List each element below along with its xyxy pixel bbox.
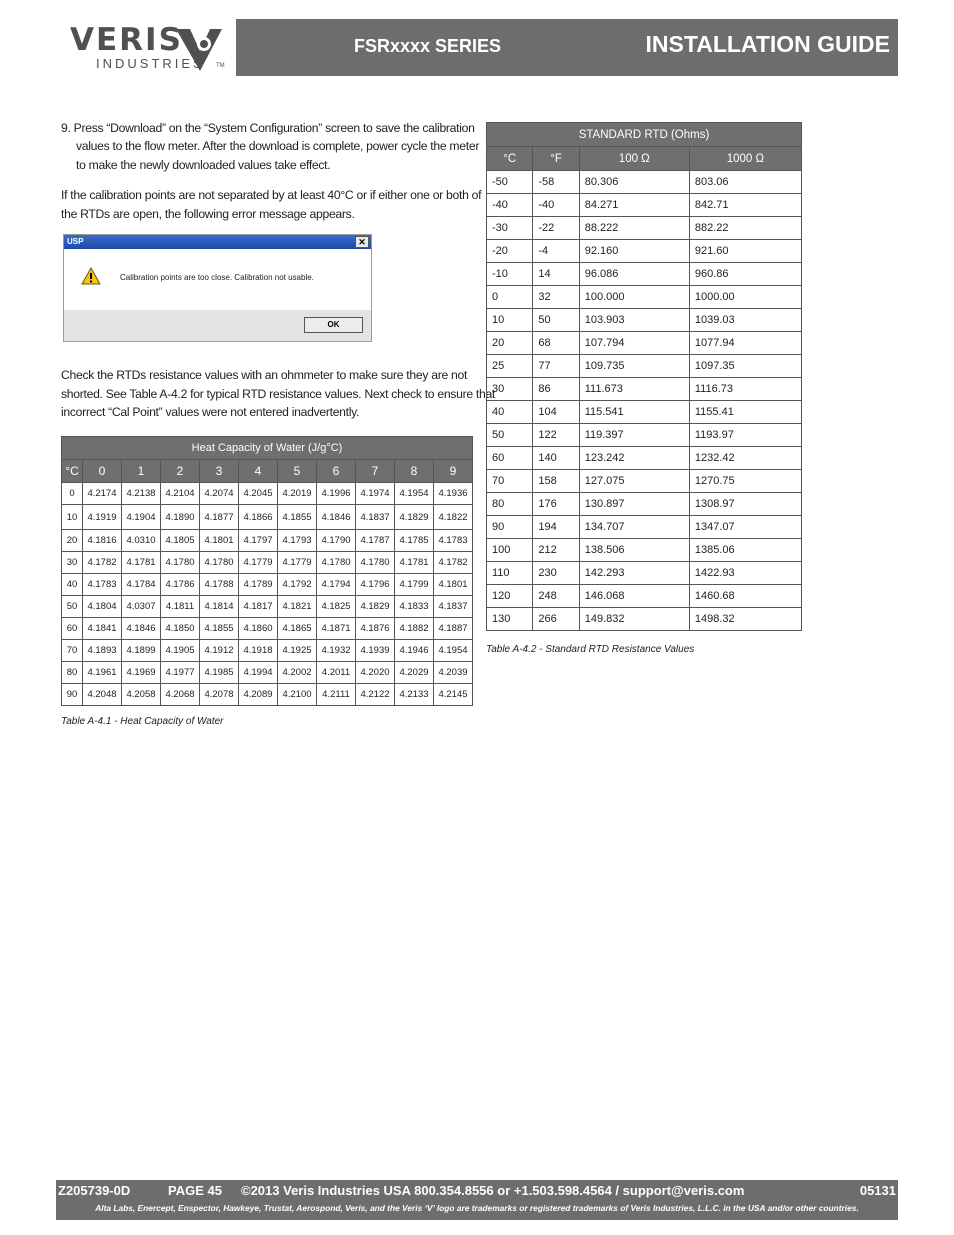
page-footer [56,1180,898,1220]
table-row [487,355,802,378]
table-cell: 4.1890 [161,505,200,530]
table-cell: 4.2104 [161,483,200,505]
table-cell: 4.1969 [122,662,161,684]
table-cell: 4.1893 [83,640,122,662]
heat-table-body [62,483,473,706]
table-cell: 230 [533,562,579,585]
table-cell: 86 [533,378,579,401]
table-cell: 109.735 [579,355,689,378]
date-code: 05131 [859,1183,896,1198]
table-cell: 4.1954 [395,483,434,505]
table-cell: 4.1946 [395,640,434,662]
table-cell: 4.1792 [278,574,317,596]
table-cell: 4.1782 [83,552,122,574]
table-cell: 4.1794 [317,574,356,596]
table-cell: 130 [487,608,533,631]
heat-table-column-header: 2 [161,460,200,483]
rtd-table-column-header: °C [487,147,533,171]
table-cell: 212 [533,539,579,562]
table-cell: 4.1783 [83,574,122,596]
table-cell: 90 [62,684,83,706]
table-cell: 100 [487,539,533,562]
table-cell: 4.1918 [239,640,278,662]
table-cell: 1498.32 [689,608,801,631]
table-cell: 4.2138 [122,483,161,505]
table-row [487,332,802,355]
logo-subtitle: INDUSTRIES [96,56,205,71]
table-cell: 248 [533,585,579,608]
table-cell: 4.1846 [122,618,161,640]
heat-table-column-header: 3 [200,460,239,483]
table-cell: 921.60 [689,240,801,263]
logo-trademark: TM [216,63,225,69]
table-cell: 4.1822 [434,505,473,530]
table-cell: 4.1871 [317,618,356,640]
table-row [62,574,473,596]
table-row [487,263,802,286]
table-cell: 0 [62,483,83,505]
table-cell: 60 [487,447,533,470]
table-cell: 90 [487,516,533,539]
table-cell: 104 [533,401,579,424]
heat-capacity-table [61,436,473,706]
veris-logo [56,19,236,76]
table-cell: 4.2048 [83,684,122,706]
table-cell: 127.075 [579,470,689,493]
table-row [62,640,473,662]
table-row [487,424,802,447]
rtd-table-column-header: °F [533,147,579,171]
table-cell: 4.1787 [356,530,395,552]
table-cell: 100.000 [579,286,689,309]
table-cell: 4.1780 [317,552,356,574]
table-row [487,585,802,608]
table-cell: 4.1780 [200,552,239,574]
table-cell: 4.1817 [239,596,278,618]
table-cell: 4.1996 [317,483,356,505]
table-cell: 4.1779 [278,552,317,574]
table-cell: 4.1936 [434,483,473,505]
table-cell: 20 [62,530,83,552]
table-cell: 119.397 [579,424,689,447]
contact-info: ©2013 Veris Industries USA 800.354.8556 or +1.503.598.4564 / support@veris.com [241,1183,745,1198]
paragraph-2-line-2: shorted. See Table A-4.2 for typical RTD resistance values. Next check to ensure that [61,387,496,401]
ok-button[interactable]: OK [304,317,363,333]
table-cell: 4.1939 [356,640,395,662]
table-cell: 120 [487,585,533,608]
rtd-table-title: STANDARD RTD (Ohms) [487,123,802,147]
table-cell: 50 [487,424,533,447]
table-row [487,539,802,562]
table-cell: 14 [533,263,579,286]
table-cell: 4.1796 [356,574,395,596]
table-cell: 1385.06 [689,539,801,562]
table-cell: 4.1781 [395,552,434,574]
table-cell: 4.2058 [122,684,161,706]
table-cell: 4.1904 [122,505,161,530]
table-cell: 4.2002 [278,662,317,684]
table-row [487,562,802,585]
rtd-resistance-table [486,122,802,631]
table-cell: 4.1837 [356,505,395,530]
table-cell: 4.2019 [278,483,317,505]
table-cell: 4.2174 [83,483,122,505]
table-cell: 32 [533,286,579,309]
step-9-line-2: values to the flow meter. After the download is complete, power cycle the meter [76,139,480,153]
table-cell: 4.1801 [434,574,473,596]
table-cell: 266 [533,608,579,631]
table-cell: 4.1821 [278,596,317,618]
heat-table-column-header: 0 [83,460,122,483]
heat-table-column-header: 5 [278,460,317,483]
table-cell: 4.1789 [239,574,278,596]
rtd-table-header-row [487,147,802,171]
dialog-message: Calibration points are too close. Calibration not usable. [120,273,314,282]
table-cell: 92.160 [579,240,689,263]
table-cell: 4.1961 [83,662,122,684]
table-cell: 4.1919 [83,505,122,530]
table-cell: 4.1804 [83,596,122,618]
table-cell: 882.22 [689,217,801,240]
table-cell: 194 [533,516,579,539]
table-cell: 4.1865 [278,618,317,640]
table-cell: 40 [487,401,533,424]
table-cell: 4.2111 [317,684,356,706]
table-row [487,309,802,332]
table-cell: 122 [533,424,579,447]
table-row [487,286,802,309]
table-row [62,662,473,684]
table-cell: 4.2122 [356,684,395,706]
warning-icon [81,267,101,285]
table-cell: 4.1912 [200,640,239,662]
table-row [62,505,473,530]
table-cell: 176 [533,493,579,516]
table-cell: 80 [487,493,533,516]
table-cell: 4.1925 [278,640,317,662]
table-cell: 1347.07 [689,516,801,539]
heat-table-title: Heat Capacity of Water (J/g°C) [62,437,473,460]
table-cell: 960.86 [689,263,801,286]
table-cell: 4.1985 [200,662,239,684]
table-cell: 4.1877 [200,505,239,530]
table-cell: -50 [487,171,533,194]
table-cell: 1039.03 [689,309,801,332]
dialog-title-bar [64,235,371,249]
table-cell: 50 [62,596,83,618]
table-cell: 4.1816 [83,530,122,552]
table-cell: 10 [62,505,83,530]
table-cell: 30 [487,378,533,401]
table-cell: 1422.93 [689,562,801,585]
table-cell: 1232.42 [689,447,801,470]
table-cell: 130.897 [579,493,689,516]
table-cell: 1193.97 [689,424,801,447]
table-row [487,470,802,493]
table-cell: 4.1841 [83,618,122,640]
table-cell: 4.2045 [239,483,278,505]
table-cell: 4.1833 [395,596,434,618]
table-cell: 40 [62,574,83,596]
table-cell: 4.1905 [161,640,200,662]
step-9-line-1: 9. Press “Download” on the “System Configuration” screen to save the calibration [61,121,475,135]
table-row [487,217,802,240]
table-cell: 4.1797 [239,530,278,552]
table-cell: 4.0307 [122,596,161,618]
table-cell: 4.1860 [239,618,278,640]
table-cell: 96.086 [579,263,689,286]
table-cell: 140 [533,447,579,470]
table-row [487,171,802,194]
table-cell: 4.2089 [239,684,278,706]
heat-table-column-header: 1 [122,460,161,483]
table-cell: 0 [487,286,533,309]
table-cell: 4.2074 [200,483,239,505]
table-cell: 4.1846 [317,505,356,530]
table-cell: 4.1786 [161,574,200,596]
table-cell: 4.2078 [200,684,239,706]
rtd-table-body [487,171,802,631]
rtd-table-column-header: 1000 Ω [689,147,801,171]
table-row [62,618,473,640]
table-cell: 1097.35 [689,355,801,378]
table-cell: 4.2068 [161,684,200,706]
dialog-content [64,249,371,310]
rtd-table-caption: Table A-4.2 - Standard RTD Resistance Values [486,644,695,655]
heat-table-column-header: °C [62,460,83,483]
table-cell: 80 [62,662,83,684]
table-cell: 10 [487,309,533,332]
table-cell: 4.1850 [161,618,200,640]
table-cell: 4.1782 [434,552,473,574]
table-cell: 4.1814 [200,596,239,618]
table-cell: 123.242 [579,447,689,470]
table-cell: 4.1788 [200,574,239,596]
paragraph-1-line-2: the RTDs are open, the following error message appears. [61,207,355,221]
table-cell: 80.306 [579,171,689,194]
table-cell: 4.2145 [434,684,473,706]
table-row [487,378,802,401]
table-cell: 4.1829 [356,596,395,618]
table-cell: 4.1829 [395,505,434,530]
heat-table-column-header: 7 [356,460,395,483]
table-cell: 84.271 [579,194,689,217]
table-cell: 4.2029 [395,662,434,684]
table-cell: 20 [487,332,533,355]
error-dialog [63,234,372,342]
table-row [62,552,473,574]
table-cell: -58 [533,171,579,194]
table-cell: 4.1793 [278,530,317,552]
table-cell: 1270.75 [689,470,801,493]
table-cell: 4.2133 [395,684,434,706]
table-cell: 4.1866 [239,505,278,530]
guide-title: INSTALLATION GUIDE [645,31,890,57]
table-cell: 4.1974 [356,483,395,505]
table-row [487,608,802,631]
heat-table-header-row [62,460,473,483]
table-cell: 4.2011 [317,662,356,684]
table-cell: 4.1783 [434,530,473,552]
table-cell: 1460.68 [689,585,801,608]
table-cell: 88.222 [579,217,689,240]
table-cell: 111.673 [579,378,689,401]
table-cell: 4.1780 [356,552,395,574]
table-cell: 4.1837 [434,596,473,618]
table-cell: 25 [487,355,533,378]
table-cell: 103.903 [579,309,689,332]
table-cell: 4.1977 [161,662,200,684]
table-cell: 4.2039 [434,662,473,684]
table-cell: 146.068 [579,585,689,608]
table-cell: 1000.00 [689,286,801,309]
table-cell: 842.71 [689,194,801,217]
document-number: Z205739-0D [58,1183,131,1198]
table-cell: 4.1932 [317,640,356,662]
table-cell: 77 [533,355,579,378]
table-cell: 50 [533,309,579,332]
rtd-table-column-header: 100 Ω [579,147,689,171]
table-cell: 4.1784 [122,574,161,596]
table-cell: 4.1876 [356,618,395,640]
table-cell: 1077.94 [689,332,801,355]
table-cell: 110 [487,562,533,585]
table-cell: 803.06 [689,171,801,194]
table-cell: 4.1805 [161,530,200,552]
table-cell: 4.1887 [434,618,473,640]
table-cell: 4.1899 [122,640,161,662]
table-cell: 158 [533,470,579,493]
table-cell: 4.1779 [239,552,278,574]
table-cell: -4 [533,240,579,263]
table-cell: -40 [487,194,533,217]
paragraph-2-line-3: incorrect “Cal Point” values were not entered inadvertently. [61,405,360,419]
table-cell: 4.1801 [200,530,239,552]
table-row [62,530,473,552]
table-row [62,483,473,505]
page-number: PAGE 45 [168,1183,222,1198]
table-cell: 4.1811 [161,596,200,618]
table-cell: -30 [487,217,533,240]
table-cell: 4.0310 [122,530,161,552]
table-cell: 142.293 [579,562,689,585]
table-row [487,401,802,424]
table-cell: 1308.97 [689,493,801,516]
table-cell: 4.1855 [278,505,317,530]
table-cell: 4.1825 [317,596,356,618]
heat-table-column-header: 9 [434,460,473,483]
table-row [62,596,473,618]
table-cell: 107.794 [579,332,689,355]
table-cell: 149.832 [579,608,689,631]
table-row [62,684,473,706]
table-cell: 70 [62,640,83,662]
heat-table-column-header: 4 [239,460,278,483]
table-cell: 70 [487,470,533,493]
table-cell: 4.2100 [278,684,317,706]
table-cell: 4.1855 [200,618,239,640]
table-row [487,447,802,470]
table-cell: 68 [533,332,579,355]
table-cell: 60 [62,618,83,640]
table-row [487,516,802,539]
close-icon[interactable]: ✕ [355,236,369,248]
table-cell: 4.2020 [356,662,395,684]
table-cell: 4.1790 [317,530,356,552]
table-row [487,240,802,263]
table-cell: 4.1799 [395,574,434,596]
table-cell: 4.1781 [122,552,161,574]
table-cell: 134.707 [579,516,689,539]
table-cell: 30 [62,552,83,574]
table-cell: 4.1882 [395,618,434,640]
table-cell: -40 [533,194,579,217]
table-cell: 4.1785 [395,530,434,552]
logo-wordmark: VERIS [70,22,183,58]
table-row [487,194,802,217]
heat-table-column-header: 8 [395,460,434,483]
heat-table-column-header: 6 [317,460,356,483]
table-cell: 4.1954 [434,640,473,662]
table-cell: 115.541 [579,401,689,424]
table-cell: 138.506 [579,539,689,562]
table-cell: 1155.41 [689,401,801,424]
table-cell: 4.1994 [239,662,278,684]
series-title: FSRxxxx SERIES [354,36,502,56]
paragraph-2-line-1: Check the RTDs resistance values with an ohmmeter to make sure they are not [61,368,468,382]
table-cell: -22 [533,217,579,240]
paragraph-1-line-1: If the calibration points are not separated by at least 40°C or if either one or both of [61,188,482,202]
table-cell: 4.1780 [161,552,200,574]
page-header [56,19,898,76]
dialog-title: USP [67,237,84,246]
trademark-notice: Alta Labs, Enercept, Enspector, Hawkeye, Trustat, Aerospond, Veris, and the Veris ‘V’ logo are trademarks or registered trademarks of Veris Industries, L.L.C. in the USA and/or other countries. [95,1203,859,1213]
table-cell: 1116.73 [689,378,801,401]
heat-table-caption: Table A-4.1 - Heat Capacity of Water [61,716,224,727]
step-9-line-3: to make the newly downloaded values take effect. [76,158,331,172]
table-cell: -20 [487,240,533,263]
table-row [487,493,802,516]
table-cell: -10 [487,263,533,286]
